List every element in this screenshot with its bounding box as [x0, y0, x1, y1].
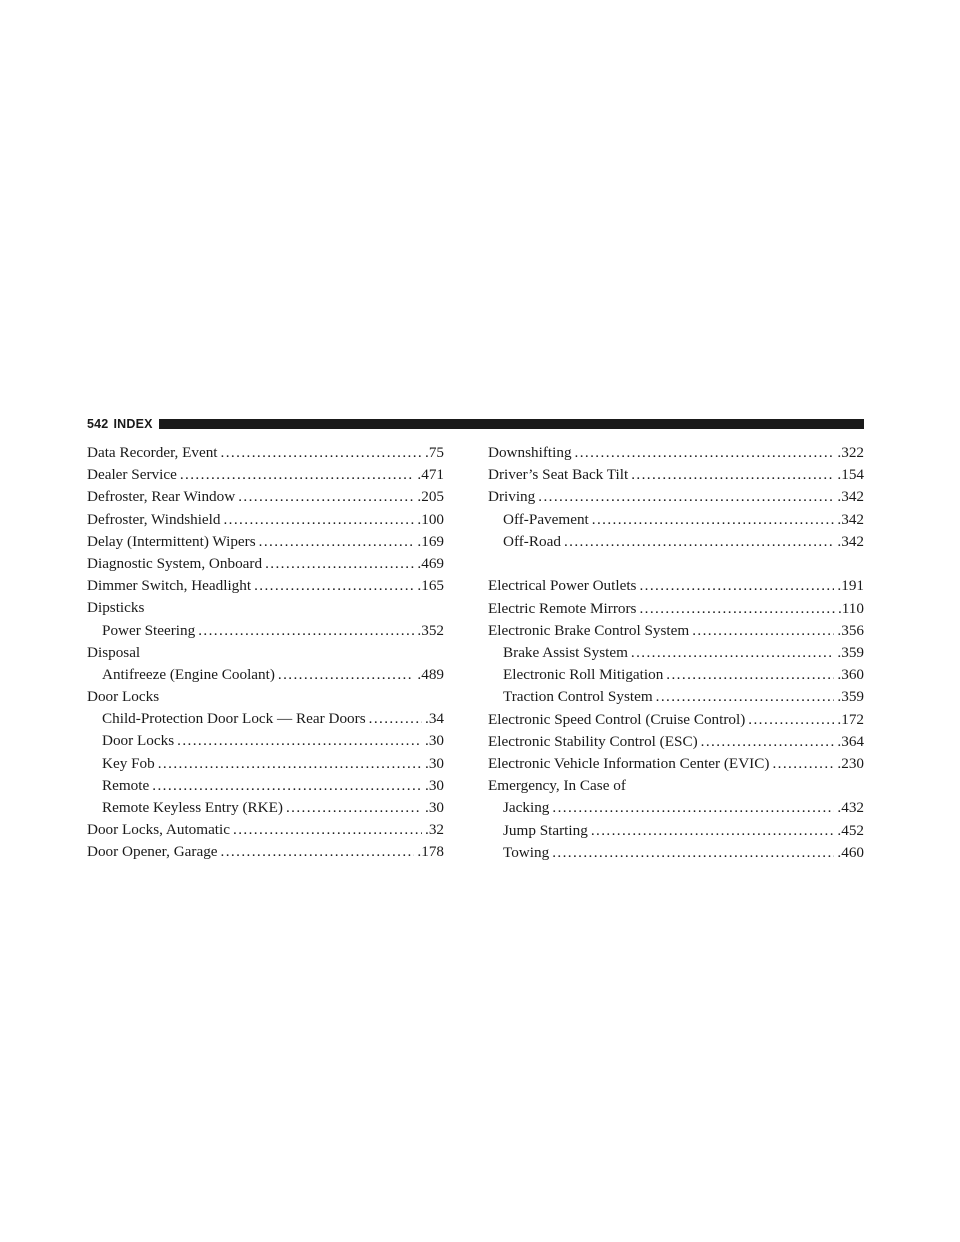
- dot-leader: [180, 464, 415, 486]
- page-reference: .154: [837, 466, 864, 484]
- index-subentry: [87, 708, 444, 730]
- dot-leader: [772, 753, 834, 775]
- entry-label: Defroster, Rear Window: [87, 488, 236, 506]
- page-reference: .230: [837, 754, 864, 772]
- page-reference: .432: [837, 799, 864, 817]
- index-subentry: [87, 797, 444, 819]
- page-reference: .30: [425, 732, 444, 750]
- index-entry: [87, 553, 444, 575]
- entry-label: Power Steering: [102, 621, 196, 639]
- entry-label: Antifreeze (Engine Coolant): [102, 665, 275, 683]
- section-title: INDEX: [113, 417, 153, 431]
- entry-label: Remote Keyless Entry (RKE): [102, 799, 283, 816]
- index-column-left: [87, 442, 444, 864]
- page-reference: .75: [425, 444, 444, 461]
- index-entry: [87, 841, 444, 863]
- page-reference: .30: [425, 754, 444, 772]
- entry-label: Data Recorder, Event: [87, 444, 218, 461]
- entry-label: Off-Road: [503, 532, 561, 550]
- page-reference: .342: [837, 532, 864, 550]
- entry-label: Child-Protection Door Lock — Rear Doors: [102, 710, 366, 728]
- entry-label: Brake Assist System: [503, 644, 628, 661]
- page-reference: .352: [417, 621, 444, 639]
- page-reference: .34: [425, 710, 444, 728]
- index-entry: [87, 464, 444, 486]
- dot-leader: [639, 575, 834, 597]
- dot-leader: [631, 464, 834, 486]
- entry-label: Driver’s Seat Back Tilt: [488, 466, 629, 484]
- dot-leader: [666, 664, 834, 686]
- dot-leader: [221, 841, 415, 863]
- entry-label: Electronic Roll Mitigation: [503, 666, 664, 684]
- page-reference: .469: [417, 554, 444, 572]
- entry-label: Driving: [488, 488, 536, 506]
- page-reference: .205: [417, 488, 444, 506]
- entry-label: Key Fob: [102, 754, 155, 772]
- entry-label: Defroster, Windshield: [87, 510, 221, 528]
- entry-label: Electronic Speed Control (Cruise Control): [488, 710, 746, 728]
- index-subentry: [488, 686, 864, 708]
- dot-leader: [639, 598, 835, 620]
- index-entry: [87, 509, 444, 531]
- page-reference: .322: [837, 444, 864, 461]
- page-reference: .460: [837, 843, 864, 861]
- index-subentry: [488, 531, 864, 553]
- index-entry: [488, 620, 864, 642]
- header-rule: [159, 419, 864, 429]
- page-reference: .169: [417, 532, 444, 550]
- page-reference: .100: [417, 510, 444, 528]
- page-number: 542: [87, 417, 109, 431]
- page-reference: .30: [425, 776, 444, 794]
- index-entry: [488, 753, 864, 775]
- page-reference: .356: [837, 621, 864, 639]
- dot-leader: [158, 753, 422, 775]
- index-heading: Emergency, In Case of: [488, 777, 626, 795]
- index-entry: [488, 575, 864, 597]
- dot-leader: [286, 797, 422, 819]
- dot-leader: [198, 620, 414, 642]
- dot-leader: [223, 509, 414, 531]
- page-reference: .360: [837, 666, 864, 684]
- entry-label: Electronic Vehicle Information Center (EVIC): [488, 754, 770, 772]
- index-subentry: [488, 797, 864, 819]
- index-entry: [87, 486, 444, 508]
- dot-leader: [575, 442, 835, 464]
- page-reference: .342: [837, 510, 864, 528]
- index-entry: [488, 709, 864, 731]
- dot-leader: [238, 486, 414, 508]
- dot-leader: [259, 531, 415, 553]
- page-reference: .30: [425, 799, 444, 816]
- dot-leader: [278, 664, 415, 686]
- page-header: [87, 417, 864, 431]
- dot-leader: [152, 775, 422, 797]
- page-reference: .342: [837, 488, 864, 506]
- index-entry: [87, 442, 444, 464]
- index-subentry: [87, 753, 444, 775]
- dot-leader: [592, 509, 835, 531]
- dot-leader: [177, 730, 422, 752]
- index-subentry: [87, 775, 444, 797]
- entry-label: Delay (Intermittent) Wipers: [87, 532, 256, 550]
- entry-label: Dimmer Switch, Headlight: [87, 577, 252, 595]
- entry-label: Diagnostic System, Onboard: [87, 554, 263, 572]
- dot-leader: [254, 575, 414, 597]
- dot-leader: [233, 819, 422, 841]
- page-reference: .165: [417, 577, 444, 595]
- dot-leader: [538, 486, 834, 508]
- index-entry: [87, 575, 444, 597]
- entry-label: Door Locks: [102, 732, 175, 750]
- index-subentry: [488, 509, 864, 531]
- index-heading: Disposal: [87, 643, 141, 661]
- entry-label: Dealer Service: [87, 466, 177, 484]
- page-reference: .172: [837, 710, 864, 728]
- page-reference: .452: [837, 821, 864, 839]
- index-entry: [488, 731, 864, 753]
- dot-leader: [692, 620, 834, 642]
- dot-leader: [552, 842, 834, 864]
- index-heading: Dipsticks: [87, 599, 145, 617]
- entry-label: Off-Pavement: [503, 510, 589, 528]
- page-reference: .489: [417, 665, 444, 683]
- dot-leader: [564, 531, 834, 553]
- page-reference: .471: [417, 466, 444, 484]
- dot-leader: [701, 731, 835, 753]
- page-reference: .110: [837, 599, 864, 617]
- dot-leader: [748, 709, 834, 731]
- index-entry: [488, 598, 864, 620]
- entry-label: Electronic Brake Control System: [488, 621, 690, 639]
- index-entry: [87, 819, 444, 841]
- index-subentry: [488, 642, 864, 664]
- page-reference: .191: [837, 577, 864, 595]
- index-subentry: [488, 842, 864, 864]
- entry-label: Remote: [102, 776, 150, 794]
- index-entry: [488, 442, 864, 464]
- dot-leader: [369, 708, 422, 730]
- entry-label: Door Locks, Automatic: [87, 821, 230, 839]
- dot-leader: [631, 642, 835, 664]
- page-reference: .178: [417, 843, 444, 861]
- page-reference: .32: [425, 821, 444, 839]
- index-entry: [488, 464, 864, 486]
- page-reference: .364: [837, 732, 864, 750]
- entry-label: Towing: [503, 843, 550, 861]
- dot-leader: [221, 442, 422, 464]
- index-heading: Door Locks: [87, 688, 160, 706]
- index-subentry: [87, 730, 444, 752]
- index-entry: [87, 531, 444, 553]
- entry-label: Jump Starting: [503, 821, 588, 839]
- index-subentry: [488, 820, 864, 842]
- section-gap: [488, 553, 864, 576]
- dot-leader: [552, 797, 834, 819]
- index-entry: [488, 486, 864, 508]
- entry-label: Traction Control System: [503, 688, 653, 706]
- page-reference: .359: [837, 644, 864, 661]
- dot-leader: [591, 820, 835, 842]
- entry-label: Electric Remote Mirrors: [488, 599, 637, 617]
- page-label: [87, 417, 153, 431]
- page-reference: .359: [837, 688, 864, 706]
- dot-leader: [265, 553, 414, 575]
- entry-label: Electronic Stability Control (ESC): [488, 732, 698, 750]
- index-column-right: [488, 442, 864, 864]
- entry-label: Jacking: [503, 799, 550, 817]
- entry-label: Door Opener, Garage: [87, 843, 218, 861]
- entry-label: Electrical Power Outlets: [488, 577, 637, 595]
- dot-leader: [656, 686, 835, 708]
- index-subentry: [87, 664, 444, 686]
- entry-label: Downshifting: [488, 444, 572, 461]
- index-subentry: [488, 664, 864, 686]
- index-subentry: [87, 620, 444, 642]
